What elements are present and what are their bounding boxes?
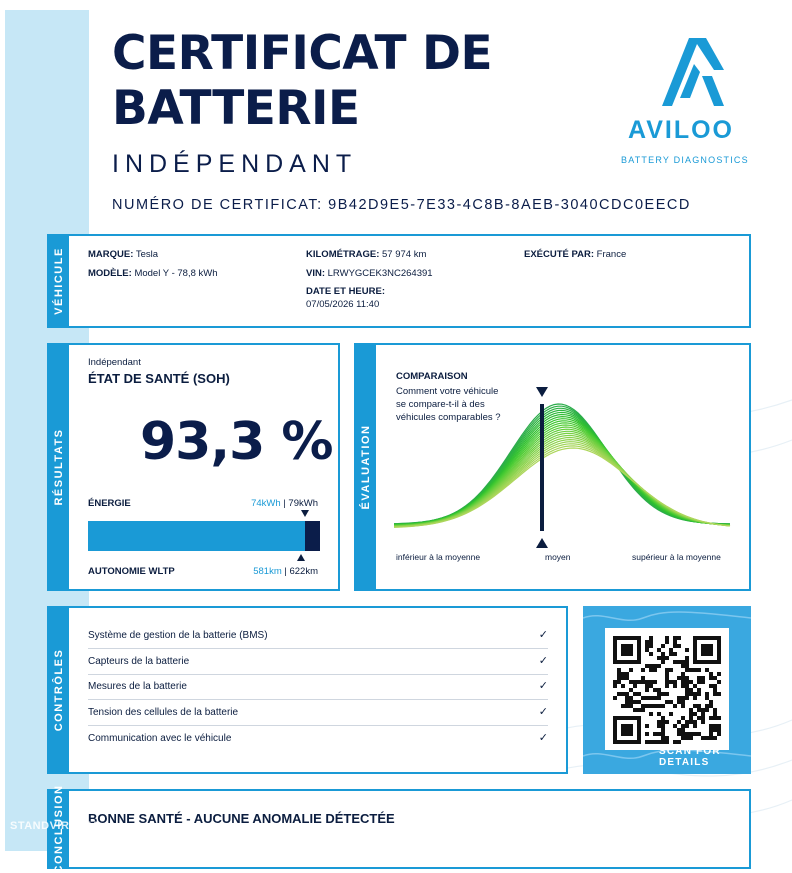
logo-tagline: BATTERY DIAGNOSTICS <box>621 155 749 165</box>
soh-heading: ÉTAT DE SANTÉ (SOH) <box>88 371 230 386</box>
check-icon: ✓ <box>538 732 548 744</box>
conclusion-heading: BONNE SANTÉ - AUCUNE ANOMALIE DÉTECTÉE <box>88 811 395 826</box>
evaluation-tab: ÉVALUATION <box>356 345 376 589</box>
logo-wordmark: AVILOO <box>628 116 734 144</box>
comparison-heading: COMPARAISON <box>396 371 468 382</box>
distribution-curve <box>394 384 732 552</box>
vehicle-tab: VÉHICULE <box>49 236 69 326</box>
comparison-marker-bottom <box>536 538 548 548</box>
controls-tab: CONTRÔLES <box>49 608 69 772</box>
aviloo-logo-icon <box>614 36 764 116</box>
certificate-title: CERTIFICAT DE BATTERIE <box>112 26 493 136</box>
mileage-field: KILOMÉTRAGE: 57 974 km <box>306 249 427 260</box>
soh-value: 93,3 % <box>140 412 333 472</box>
certificate-number: NUMÉRO DE CERTIFICAT: 9B42D9E5-7E33-4C8B-8AEB-3040CDC0EECD <box>112 197 691 213</box>
control-item: Système de gestion de la batterie (BMS) ✓ <box>88 623 548 649</box>
results-kicker: Indépendant <box>88 357 141 368</box>
check-icon: ✓ <box>538 629 548 641</box>
check-icon: ✓ <box>538 655 548 667</box>
range-label: AUTONOMIE WLTP <box>88 566 175 577</box>
control-item: Communication avec le véhicule ✓ <box>88 726 548 751</box>
comparison-question: Comment votre véhicule se compare-t-il à des véhicules comparables ? <box>396 386 501 423</box>
energy-bar-fill <box>88 521 305 551</box>
energy-marker-top <box>301 510 309 517</box>
energy-bar-track <box>88 521 320 551</box>
brand-field: MARQUE: Tesla <box>88 249 159 260</box>
executed-field: EXÉCUTÉ PAR: France <box>524 249 627 260</box>
conclusion-panel <box>47 784 751 873</box>
below-average-label: inférieur à la moyenne <box>396 552 481 562</box>
control-item: Tension des cellules de la batterie ✓ <box>88 700 548 726</box>
conclusion-tab: CONCLUSION <box>49 791 69 867</box>
comparison-marker-top <box>536 387 548 397</box>
control-item: Mesures de la batterie ✓ <box>88 674 548 700</box>
model-field: MODÈLE: Model Y - 78,8 kWh <box>88 268 218 279</box>
check-icon: ✓ <box>538 706 548 718</box>
energy-values: 74kWh | 79kWh <box>251 498 318 509</box>
qr-caption: SCAN FOR DETAILS <box>659 746 721 768</box>
results-tab: RÉSULTATS <box>49 345 69 589</box>
control-item: Capteurs de la batterie ✓ <box>88 649 548 675</box>
comparison-marker-line <box>540 404 544 531</box>
watermark: STANDVIRTUAL <box>10 820 101 832</box>
above-average-label: supérieur à la moyenne <box>632 552 721 562</box>
range-marker-bottom <box>297 554 305 561</box>
certificate-subtitle: INDÉPENDANT <box>112 150 358 178</box>
date-field: DATE ET HEURE: 07/05/2026 11:40 <box>306 286 385 310</box>
average-label: moyen <box>545 552 571 562</box>
vin-field: VIN: LRWYGCEK3NC264391 <box>306 268 433 279</box>
check-icon: ✓ <box>538 680 548 692</box>
range-values: 581km | 622km <box>253 566 318 577</box>
energy-label: ÉNERGIE <box>88 498 131 509</box>
qr-code-panel[interactable] <box>583 606 751 774</box>
